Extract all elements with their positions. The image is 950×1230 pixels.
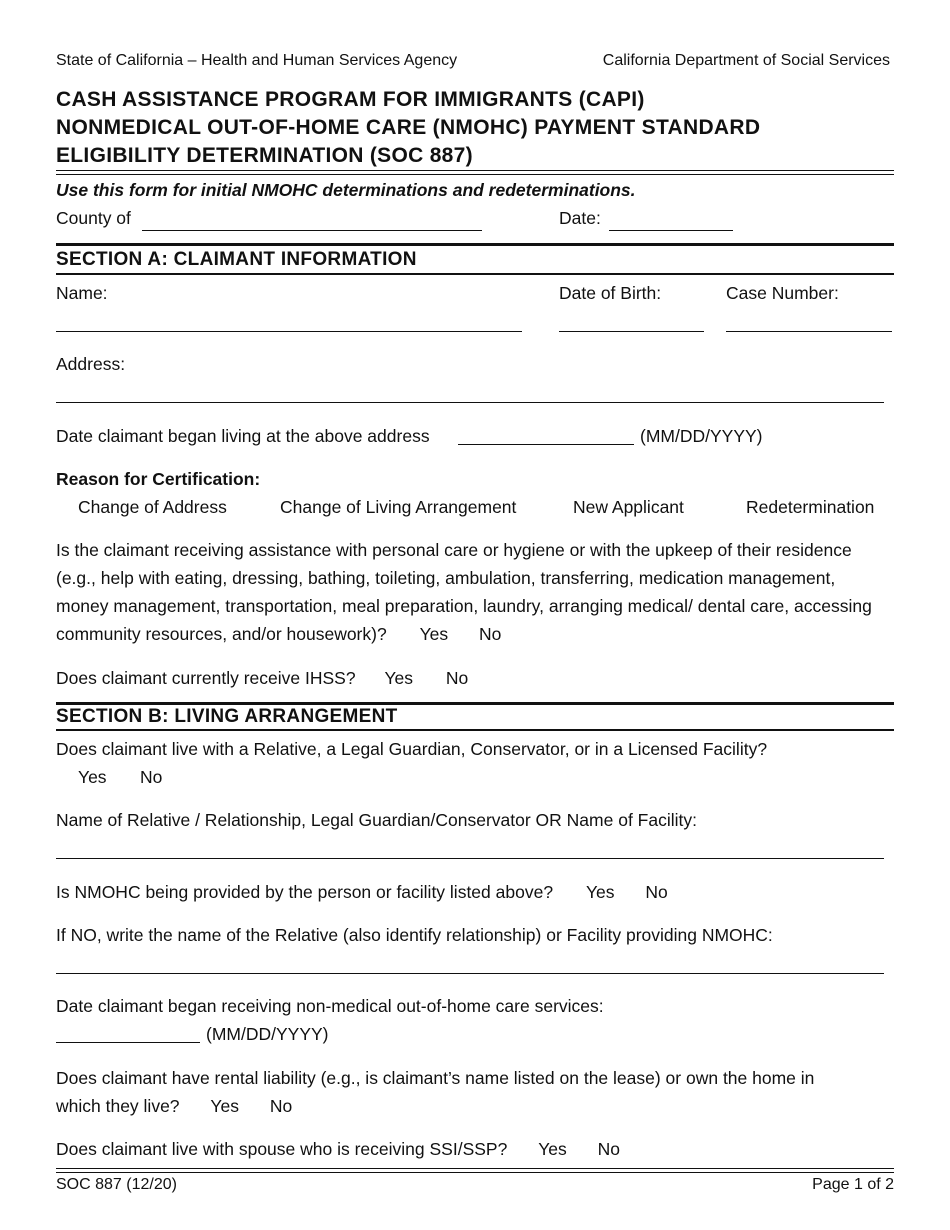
rental-yes[interactable]: Yes: [210, 1096, 239, 1116]
footer-rule-top: [56, 1168, 894, 1169]
date-began-label: Date claimant began living at the above address: [56, 426, 430, 446]
county-field[interactable]: [142, 208, 482, 231]
county-label: County of: [56, 208, 131, 228]
date-began-field[interactable]: [458, 444, 634, 445]
case-number-field[interactable]: [726, 331, 892, 332]
if-no-question: If NO, write the name of the Relative (also identify relationship) or Facility providing NMOHC:: [56, 925, 773, 945]
date-began-format: (MM/DD/YYYY): [640, 426, 763, 446]
ihss-question: Does claimant currently receive IHSS?: [56, 668, 356, 688]
spouse-question: Does claimant live with spouse who is receiving SSI/SSP?: [56, 1139, 508, 1159]
assistance-yes[interactable]: Yes: [419, 624, 449, 644]
live-with-question: Does claimant live with a Relative, a Legal Guardian, Conservator, or in a Licensed Facility?: [56, 739, 768, 759]
reason-change-of-address[interactable]: Change of Address: [78, 497, 227, 517]
address-label: Address:: [56, 354, 126, 374]
title-rule-top: [56, 170, 894, 171]
rental-question-line1: Does claimant have rental liability (e.g., is claimant’s name listed on the lease) or own the home in: [56, 1068, 815, 1088]
form-title-line3: ELIGIBILITY DETERMINATION (SOC 887): [56, 144, 473, 167]
section-a-heading: SECTION A: CLAIMANT INFORMATION: [56, 249, 417, 270]
assistance-question: Is the claimant receiving assistance with personal care or hygiene or with the upkeep of their residence (e.g., help with eating, dressing, bathing, toileting, ambulation, transferring, medication management, money management, transportation, meal preparation, laundry, arranging medical/ dental care, accessing community resources, and/or housework)?: [56, 540, 872, 644]
live-with-no[interactable]: No: [140, 767, 163, 787]
spouse-yes[interactable]: Yes: [538, 1139, 567, 1159]
rental-question-row: [56, 1096, 292, 1117]
date-services-field[interactable]: [56, 1042, 200, 1043]
reason-label: Reason for Certification:: [56, 469, 261, 489]
agency-name: State of California – Health and Human Services Agency: [56, 52, 458, 69]
if-no-field[interactable]: [56, 973, 884, 974]
address-field[interactable]: [56, 402, 884, 403]
section-b-rule-bottom: [56, 729, 894, 731]
section-a-rule-bottom: [56, 273, 894, 275]
nmohc-provided-no[interactable]: No: [645, 882, 668, 902]
nmohc-provided-row: [56, 882, 668, 903]
ihss-no[interactable]: No: [445, 668, 469, 688]
spouse-question-row: [56, 1139, 620, 1160]
date-label: Date:: [559, 208, 601, 228]
live-with-yes[interactable]: Yes: [78, 767, 107, 787]
name-label: Name:: [56, 283, 108, 303]
reason-new-applicant[interactable]: New Applicant: [573, 497, 684, 517]
nmohc-provided-yes[interactable]: Yes: [585, 882, 615, 902]
reason-change-of-living-arrangement[interactable]: Change of Living Arrangement: [280, 497, 517, 517]
title-rule-bottom: [56, 174, 894, 175]
name-relative-field[interactable]: [56, 858, 884, 859]
ihss-question-row: [56, 668, 468, 689]
section-b-rule-top: [56, 702, 894, 705]
rental-question-line2: which they live?: [56, 1096, 180, 1116]
section-a-rule-top: [56, 243, 894, 246]
name-relative-question: Name of Relative / Relationship, Legal Guardian/Conservator OR Name of Facility:: [56, 810, 697, 830]
dob-field[interactable]: [559, 331, 704, 332]
nmohc-provided-question: Is NMOHC being provided by the person or facility listed above?: [56, 882, 554, 902]
spouse-no[interactable]: No: [597, 1139, 621, 1159]
assistance-no[interactable]: No: [479, 624, 502, 644]
form-title-line2: NONMEDICAL OUT-OF-HOME CARE (NMOHC) PAYMENT STANDARD: [56, 116, 761, 139]
rental-no[interactable]: No: [269, 1096, 293, 1116]
footer-rule-bottom: [56, 1172, 894, 1173]
name-field[interactable]: [56, 331, 522, 332]
date-field[interactable]: [609, 208, 733, 231]
page-number: Page 1 of 2: [812, 1176, 894, 1193]
form-title-line1: CASH ASSISTANCE PROGRAM FOR IMMIGRANTS (CAPI): [56, 88, 645, 111]
reason-redetermination[interactable]: Redetermination: [746, 497, 875, 517]
form-instruction: Use this form for initial NMOHC determinations and redeterminations.: [56, 180, 636, 200]
form-id: SOC 887 (12/20): [56, 1176, 177, 1193]
case-number-label: Case Number:: [726, 283, 839, 303]
ihss-yes[interactable]: Yes: [384, 668, 413, 688]
dob-label: Date of Birth:: [559, 283, 662, 303]
date-services-format: (MM/DD/YYYY): [206, 1024, 329, 1044]
department-name: California Department of Social Services: [602, 52, 890, 69]
section-b-heading: SECTION B: LIVING ARRANGEMENT: [56, 706, 398, 727]
date-services-question: Date claimant began receiving non-medical out-of-home care services:: [56, 996, 604, 1016]
assistance-question-block: [56, 536, 886, 648]
